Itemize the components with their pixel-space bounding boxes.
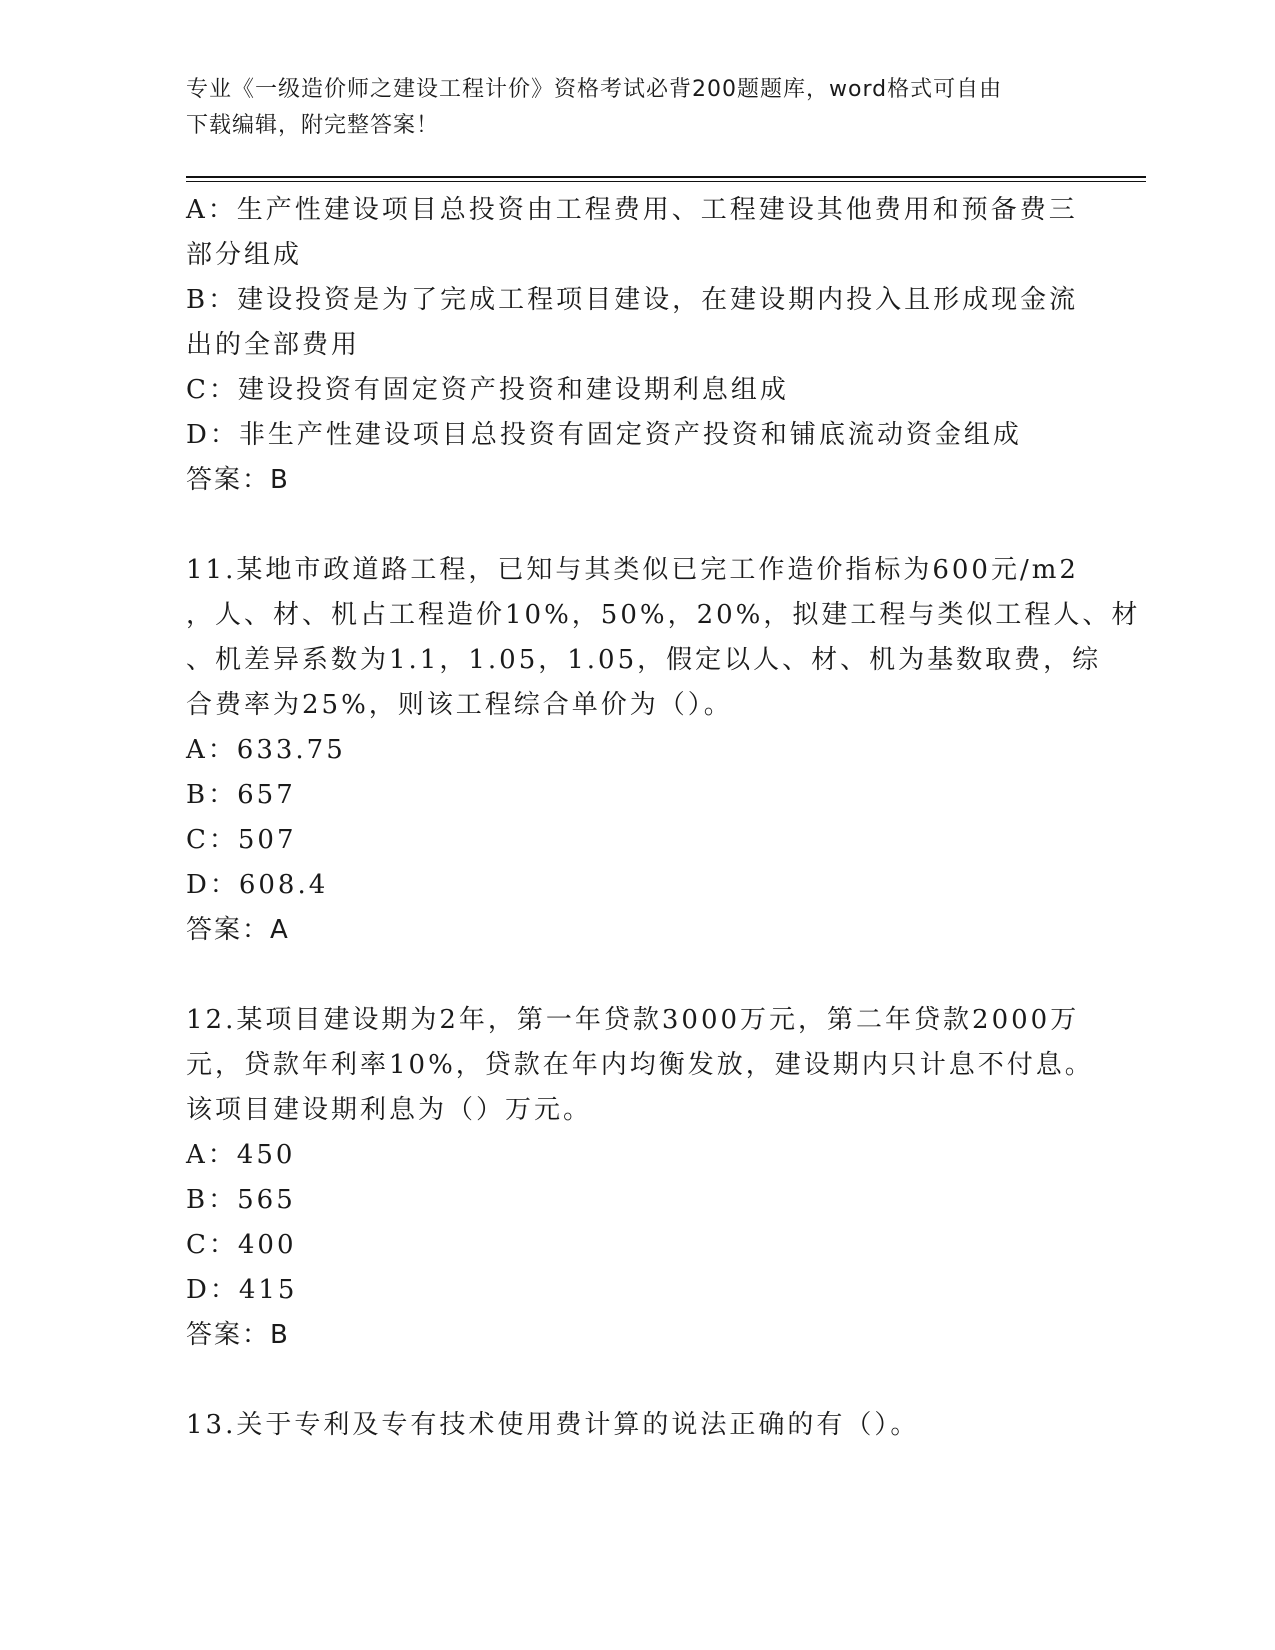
spacer: [186, 953, 1086, 998]
q11-stem-line-2: ，人、材、机占工程造价10%，50%，20%，拟建工程与类似工程人、材: [186, 600, 1141, 630]
q10-option-c: C：建设投资有固定资产投资和建设期利息组成: [186, 375, 789, 405]
q12-option-b: B：565: [186, 1185, 296, 1215]
q12-option-c: C：400: [186, 1230, 297, 1260]
q10-option-d: D：非生产性建设项目总投资有固定资产投资和铺底流动资金组成: [186, 420, 1022, 450]
q11-option-c: C：507: [186, 825, 297, 855]
header-divider-thick: [186, 176, 1146, 178]
question-11: [186, 548, 1141, 953]
q10-answer: 答案：B: [186, 465, 290, 495]
q13-stem-line-1: 13.关于专利及专有技术使用费计算的说法正确的有（）。: [186, 1410, 920, 1440]
q11-option-b: B：657: [186, 780, 296, 810]
spacer: [186, 503, 1086, 548]
q10-option-a-line-2: 部分组成: [186, 240, 303, 270]
q12-stem-line-3: 该项目建设期利息为（）万元。: [186, 1095, 593, 1125]
q12-answer: 答案：B: [186, 1320, 290, 1350]
question-content: [186, 188, 1141, 1448]
q12-option-d: D：415: [186, 1275, 298, 1305]
q12-stem-line-2: 元，贷款年利率10%，贷款在年内均衡发放，建设期内只计息不付息。: [186, 1050, 1094, 1080]
q11-stem-line-3: 、机差异系数为1.1，1.05，1.05，假定以人、材、机为基数取费，综: [186, 645, 1102, 675]
header-line-1: 专业《一级造价师之建设工程计价》资格考试必背200题题库，word格式可自由: [186, 77, 1003, 102]
spacer: [186, 1358, 1086, 1403]
q10-option-b-line-1: B：建设投资是为了完成工程项目建设，在建设期内投入且形成现金流: [186, 285, 1079, 315]
q11-option-d: D：608.4: [186, 870, 329, 900]
q11-stem-line-4: 合费率为25%，则该工程综合单价为（）。: [186, 690, 733, 720]
q12-option-a: A：450: [186, 1140, 296, 1170]
question-10: [186, 188, 1086, 503]
q11-option-a: A：633.75: [186, 735, 346, 765]
question-12: [186, 998, 1094, 1358]
document-header: [186, 72, 1066, 144]
q10-option-a-line-1: A：生产性建设项目总投资由工程费用、工程建设其他费用和预备费三: [186, 195, 1078, 225]
q12-stem-line-1: 12.某项目建设期为2年，第一年贷款3000万元，第二年贷款2000万: [186, 1005, 1080, 1035]
q11-stem-line-1: 11.某地市政道路工程，已知与其类似已完工作造价指标为600元/m2: [186, 555, 1079, 585]
header-divider-thin: [186, 181, 1146, 182]
header-line-2: 下载编辑，附完整答案！: [186, 113, 440, 138]
q10-option-b-line-2: 出的全部费用: [186, 330, 361, 360]
q11-answer: 答案：A: [186, 915, 290, 945]
question-13: [186, 1403, 1086, 1448]
